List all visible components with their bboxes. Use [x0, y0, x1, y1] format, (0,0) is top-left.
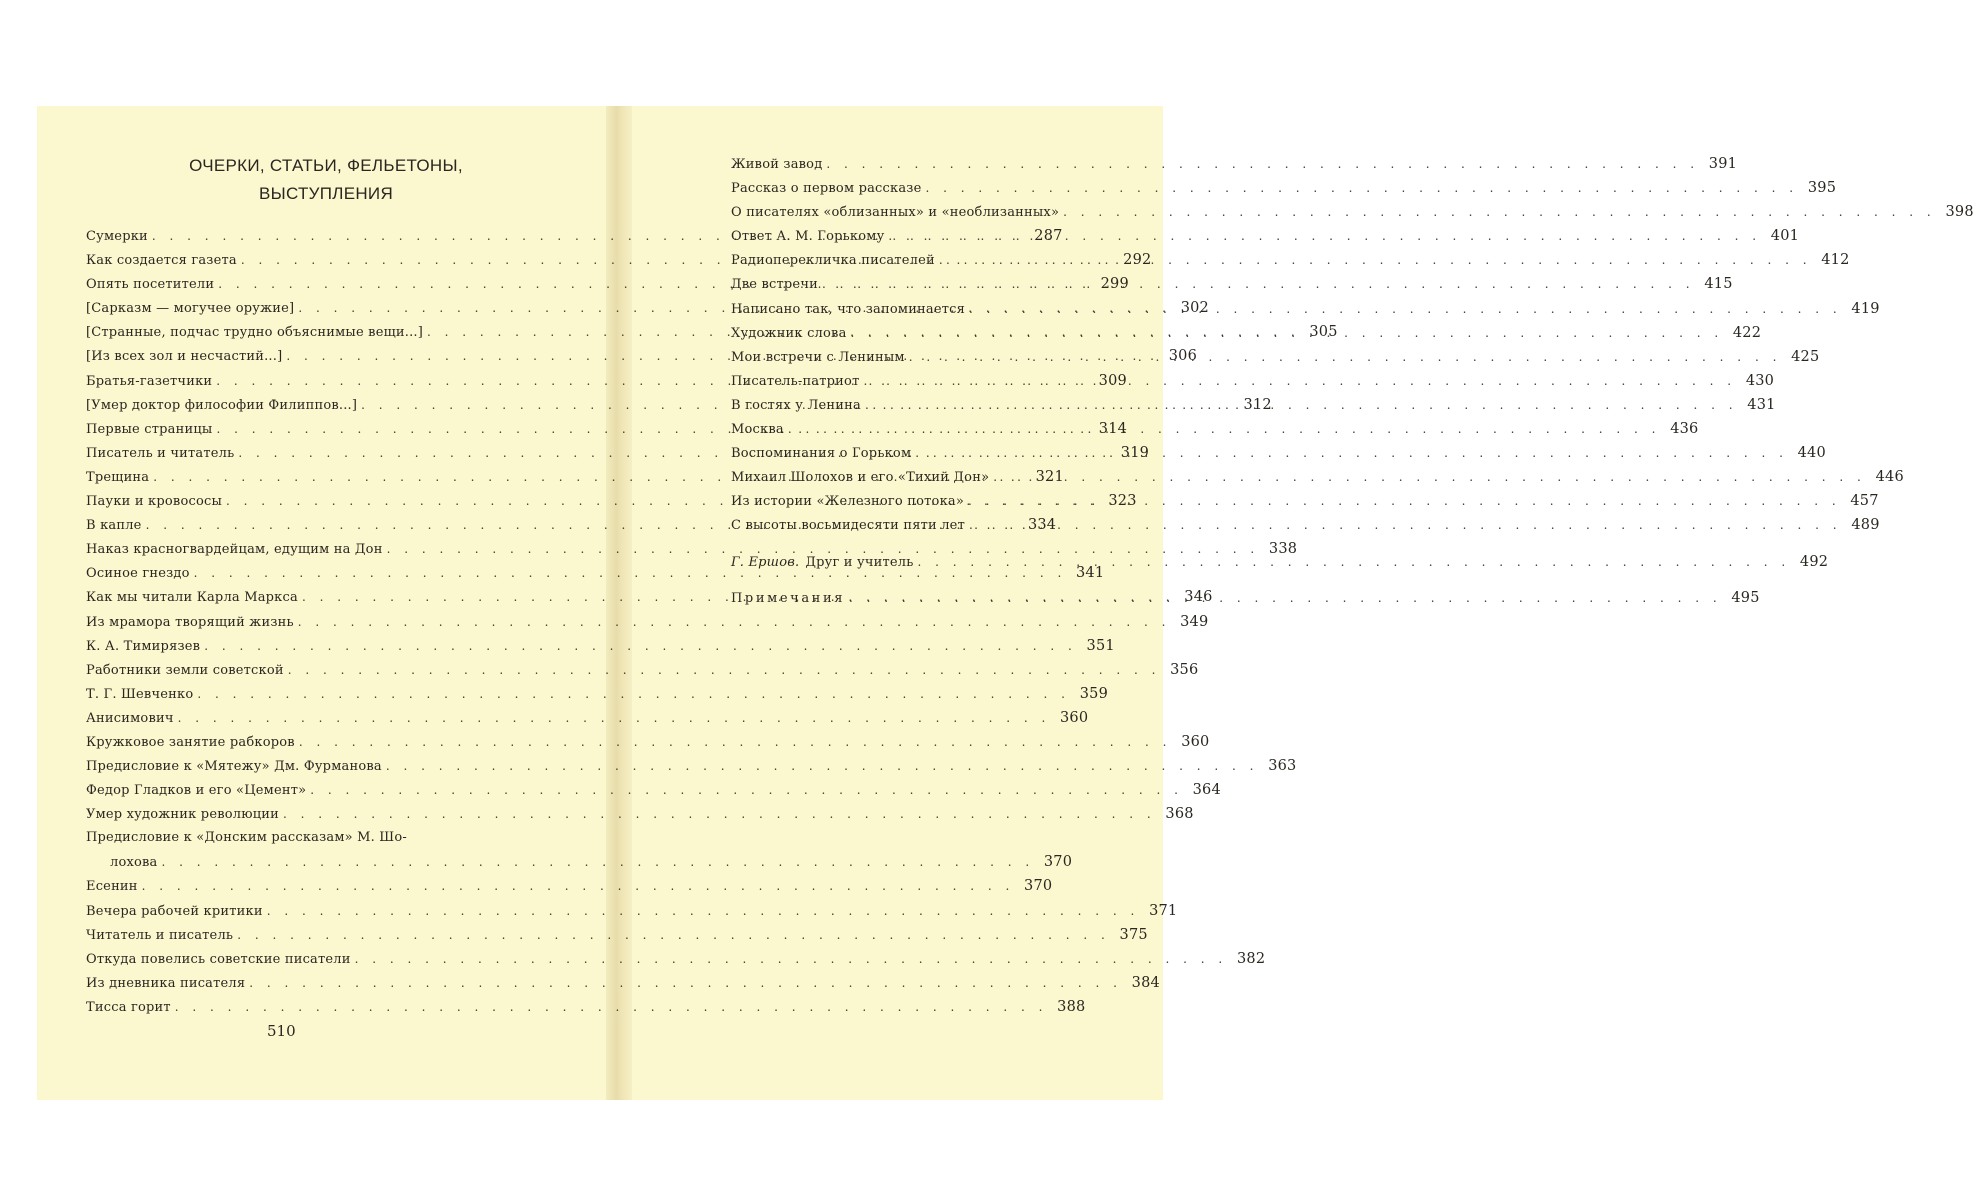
toc-entry-page-number: 292: [1123, 252, 1152, 269]
toc-entry-page-number: 323: [1108, 493, 1137, 510]
toc-entry-page-number: 384: [1131, 974, 1160, 991]
dot-leader: [969, 302, 1842, 316]
dot-leader: [249, 976, 1122, 990]
toc-entry: [86, 613, 1209, 638]
dot-leader: [142, 879, 1015, 893]
toc-entry-page-number: 436: [1670, 421, 1699, 438]
toc-entry-title: Первые страницы: [86, 421, 213, 437]
dot-leader: [969, 518, 1842, 532]
toc-entry-title: лохова: [110, 855, 158, 871]
toc-entry: [731, 204, 1974, 228]
toc-entry-page-number: 388: [1057, 998, 1086, 1015]
toc-entry: [731, 421, 1699, 445]
toc-entry: [86, 806, 1194, 830]
toc-entry-title: К. А. Тимирязев: [86, 638, 201, 654]
toc-entry-title: Предисловие к «Донским рассказам» М. Шо-: [86, 830, 407, 846]
toc-entry: [86, 709, 1089, 734]
dot-leader: [909, 350, 1782, 364]
toc-entry-page-number: 356: [1170, 661, 1199, 678]
toc-entry: [86, 830, 496, 854]
toc-entry: [86, 926, 1148, 951]
toc-entry-page-number: 391: [1708, 156, 1738, 172]
dot-leader: [197, 687, 1070, 701]
toc-entry-page-number: 287: [1034, 228, 1063, 244]
toc-entry-title: [Из всех зол и несчастий...]: [86, 349, 283, 365]
toc-entry-page-number: 321: [1035, 468, 1064, 485]
toc-entry-title: Воспоминания о Горьком: [731, 446, 912, 462]
dot-leader: [310, 783, 1183, 797]
toc-entry-title: Михаил Шолохов и его «Тихий Дон»: [731, 470, 990, 486]
toc-entry: [86, 637, 1115, 662]
toc-entry-title: О писателях «облизанных» и «необлизанных»: [731, 205, 1060, 221]
toc-entry-title: Предисловие к «Мятежу» Дм. Фурманова: [86, 759, 382, 775]
toc-entry-page-number: 319: [1120, 444, 1150, 461]
toc-entry-page-number: 338: [1268, 541, 1298, 558]
toc-entry: [86, 685, 1108, 710]
toc-entry-page-number: 395: [1807, 180, 1837, 197]
toc-entry-title: Москва: [731, 422, 784, 438]
toc-entry: [86, 854, 1073, 878]
dot-leader: [849, 591, 1722, 605]
toc-entry-title: Две встречи: [731, 277, 818, 293]
toc-entry-title: Умер художник революции: [86, 807, 280, 823]
dot-leader: [822, 277, 1695, 291]
toc-entry-title: Пауки и кровососы: [86, 494, 223, 510]
dot-leader: [918, 555, 1791, 569]
dot-leader: [993, 470, 1866, 484]
toc-entry-title: В гостях у Ленина: [731, 397, 861, 413]
toc-entry: [731, 469, 1904, 493]
toc-entry-page-number: 495: [1731, 589, 1760, 606]
toc-entry-page-number: 364: [1192, 782, 1221, 799]
toc-entry-page-number: 305: [1309, 324, 1338, 341]
toc-entry-title: [Сарказм — могучее оружие]: [86, 301, 295, 317]
toc-entry: [731, 180, 1837, 204]
dot-leader: [267, 904, 1140, 918]
toc-entry-title: Примечания: [731, 590, 846, 606]
toc-entry-title: Опять посетители: [86, 277, 215, 293]
toc-entry-title: Как мы читали Карла Маркса: [86, 590, 298, 606]
dot-leader: [178, 711, 1051, 725]
toc-entry-page-number: 309: [1098, 372, 1127, 389]
toc-entry: [731, 156, 1738, 180]
toc-entry-title: Трещина: [86, 469, 150, 485]
toc-entry-page-number: 370: [1024, 878, 1053, 895]
toc-entry-page-number: 419: [1851, 300, 1880, 317]
toc-entry: [86, 878, 1053, 902]
toc-entry-page-number: 370: [1043, 854, 1073, 871]
toc-entry: [86, 661, 1199, 686]
toc-entry-page-number: 422: [1732, 324, 1762, 341]
toc-entry-page-number: 412: [1821, 252, 1850, 269]
toc-entry: [86, 998, 1086, 1023]
toc-entry: [731, 372, 1775, 397]
toc-entry-page-number: 375: [1119, 926, 1148, 943]
toc-entry-title: Анисимович: [86, 710, 174, 726]
toc-entry-page-number: 351: [1086, 637, 1115, 654]
toc-entry: [86, 974, 1160, 999]
dot-leader: [865, 398, 1738, 412]
toc-entry: [86, 565, 1105, 589]
toc-entry-page-number: 349: [1180, 613, 1209, 630]
section-heading-line1: ОЧЕРКИ, СТАТЬИ, ФЕЛЬЕТОНЫ,: [189, 156, 463, 175]
dot-leader: [968, 494, 1841, 508]
toc-entry-title: Федор Гладков и его «Цемент»: [86, 783, 307, 799]
toc-entry-page-number: 359: [1079, 685, 1108, 702]
toc-entry-page-number: 312: [1243, 396, 1272, 413]
toc-entry-title: Сумерки: [86, 229, 148, 244]
toc-entry: [86, 758, 1297, 782]
toc-entry-title: Тисса горит: [86, 999, 171, 1015]
toc-entry-author: Г. Ершов.: [731, 554, 800, 570]
dot-leader: [204, 639, 1077, 653]
dot-leader: [888, 229, 1761, 243]
dot-leader: [826, 157, 1699, 171]
toc-entry-title: Ответ А. М. Горькому: [731, 229, 885, 245]
toc-entry-title: В капле: [86, 518, 142, 534]
toc-entry-page-number: 299: [1100, 276, 1129, 293]
dot-leader: [851, 326, 1724, 340]
toc-entry-title: Наказ красногвардейцам, едущим на Дон: [86, 542, 383, 558]
toc-entry-page-number: 415: [1704, 276, 1733, 293]
toc-entry-title: Из дневника писателя: [86, 975, 246, 991]
dot-leader: [283, 807, 1156, 821]
toc-entry-page-number: 302: [1180, 300, 1209, 317]
dot-leader: [939, 253, 1812, 267]
toc-entry-title: Друг и учитель: [805, 554, 914, 570]
toc-entry: [731, 517, 1880, 541]
toc-entry-title: Из мрамора творящий жизнь: [86, 614, 294, 630]
dot-leader: [299, 735, 1172, 749]
toc-entry: [86, 950, 1266, 975]
toc-entry-title: Рассказ о первом рассказе: [731, 181, 922, 197]
toc-entry: [731, 228, 1800, 252]
dot-leader: [355, 952, 1228, 966]
toc-entry: [731, 276, 1733, 300]
toc-entry-title: Вечера рабочей критики: [86, 903, 263, 919]
toc-entry-page-number: 382: [1236, 950, 1266, 967]
dot-leader: [925, 181, 1798, 195]
dot-leader: [863, 374, 1736, 388]
toc-entry-title: Писатель и читатель: [86, 445, 235, 461]
dot-leader: [162, 855, 1035, 869]
dot-leader: [288, 663, 1161, 677]
toc-entry-page-number: 425: [1791, 348, 1820, 365]
toc-entry-title: Осиное гнездо: [86, 566, 190, 582]
toc-entry-page-number: 306: [1168, 348, 1197, 365]
dot-leader: [1063, 205, 1936, 219]
toc-entry-page-number: 492: [1799, 553, 1829, 570]
dot-leader: [386, 759, 1259, 773]
toc-entry: [731, 553, 1829, 578]
toc-entry-title: Написано так, что запоминается: [731, 301, 966, 317]
toc-entry-page-number: 360: [1181, 733, 1210, 750]
toc-entry-page-number: 431: [1747, 396, 1776, 413]
toc-entry-title: Есенин: [86, 879, 138, 895]
toc-entry-page-number: 430: [1745, 372, 1775, 389]
toc-entry-title: Работники земли советской: [86, 662, 284, 678]
toc-entry-page-number: 371: [1149, 902, 1178, 919]
dot-leader: [298, 615, 1171, 629]
toc-entry-title: Художник слова: [731, 325, 847, 341]
toc-entry-page-number: 341: [1075, 565, 1105, 582]
toc-entry: [731, 493, 1879, 517]
toc-entry-page-number: 440: [1797, 445, 1826, 462]
toc-entry-page-number: 489: [1851, 517, 1880, 534]
toc-entry-page-number: 398: [1945, 204, 1974, 221]
toc-entry-page-number: 363: [1268, 758, 1297, 775]
toc-entry-title: Кружковое занятие рабкоров: [86, 734, 295, 750]
toc-entry-title: [Умер доктор философии Филиппов...]: [86, 397, 358, 413]
toc-entry-title: Живой завод: [731, 157, 823, 172]
toc-entry-title: Откуда повелись советские писатели: [86, 951, 351, 967]
toc-entry-page-number: 360: [1060, 709, 1089, 726]
toc-entry-title: [Странные, подчас трудно объяснимые вещи...]: [86, 325, 424, 341]
toc-entry-title: Т. Г. Шевченко: [86, 686, 194, 702]
dot-leader: [237, 928, 1110, 942]
toc-entry-page-number: 457: [1850, 493, 1879, 510]
toc-entry: [86, 733, 1210, 758]
section-heading-line2: ВЫСТУПЛЕНИЯ: [258, 184, 394, 203]
toc-entry-page-number: 368: [1165, 806, 1194, 823]
toc-entry-title: Мои встречи с Лениным: [731, 349, 905, 365]
toc-entry-title: Радиоперекличка писателей: [731, 253, 935, 269]
toc-entry-page-number: 314: [1098, 420, 1128, 437]
toc-entry-page-number: 446: [1875, 469, 1904, 486]
toc-entry-page-number: 346: [1184, 589, 1213, 606]
toc-entry-title: С высоты восьмидесяти пяти лет: [731, 518, 965, 534]
toc-entry-title: Читатель и писатель: [86, 927, 234, 943]
toc-entry-page-number: 401: [1770, 228, 1800, 245]
dot-leader: [175, 1000, 1048, 1014]
toc-entry: [86, 782, 1221, 806]
toc-entry-title: Писатель-патриот: [731, 373, 860, 389]
toc-entry-title: Как создается газета: [86, 253, 237, 269]
toc-entry: [731, 445, 1826, 469]
toc-entry-title: Братья-газетчики: [86, 373, 213, 389]
dot-leader: [788, 422, 1661, 436]
toc-entry-page-number: 334: [1027, 517, 1057, 534]
page-number-folio: 510: [267, 1022, 296, 1040]
toc-entry: [86, 902, 1178, 927]
dot-leader: [915, 446, 1788, 460]
toc-entry-title: Из истории «Железного потока»: [731, 494, 965, 510]
